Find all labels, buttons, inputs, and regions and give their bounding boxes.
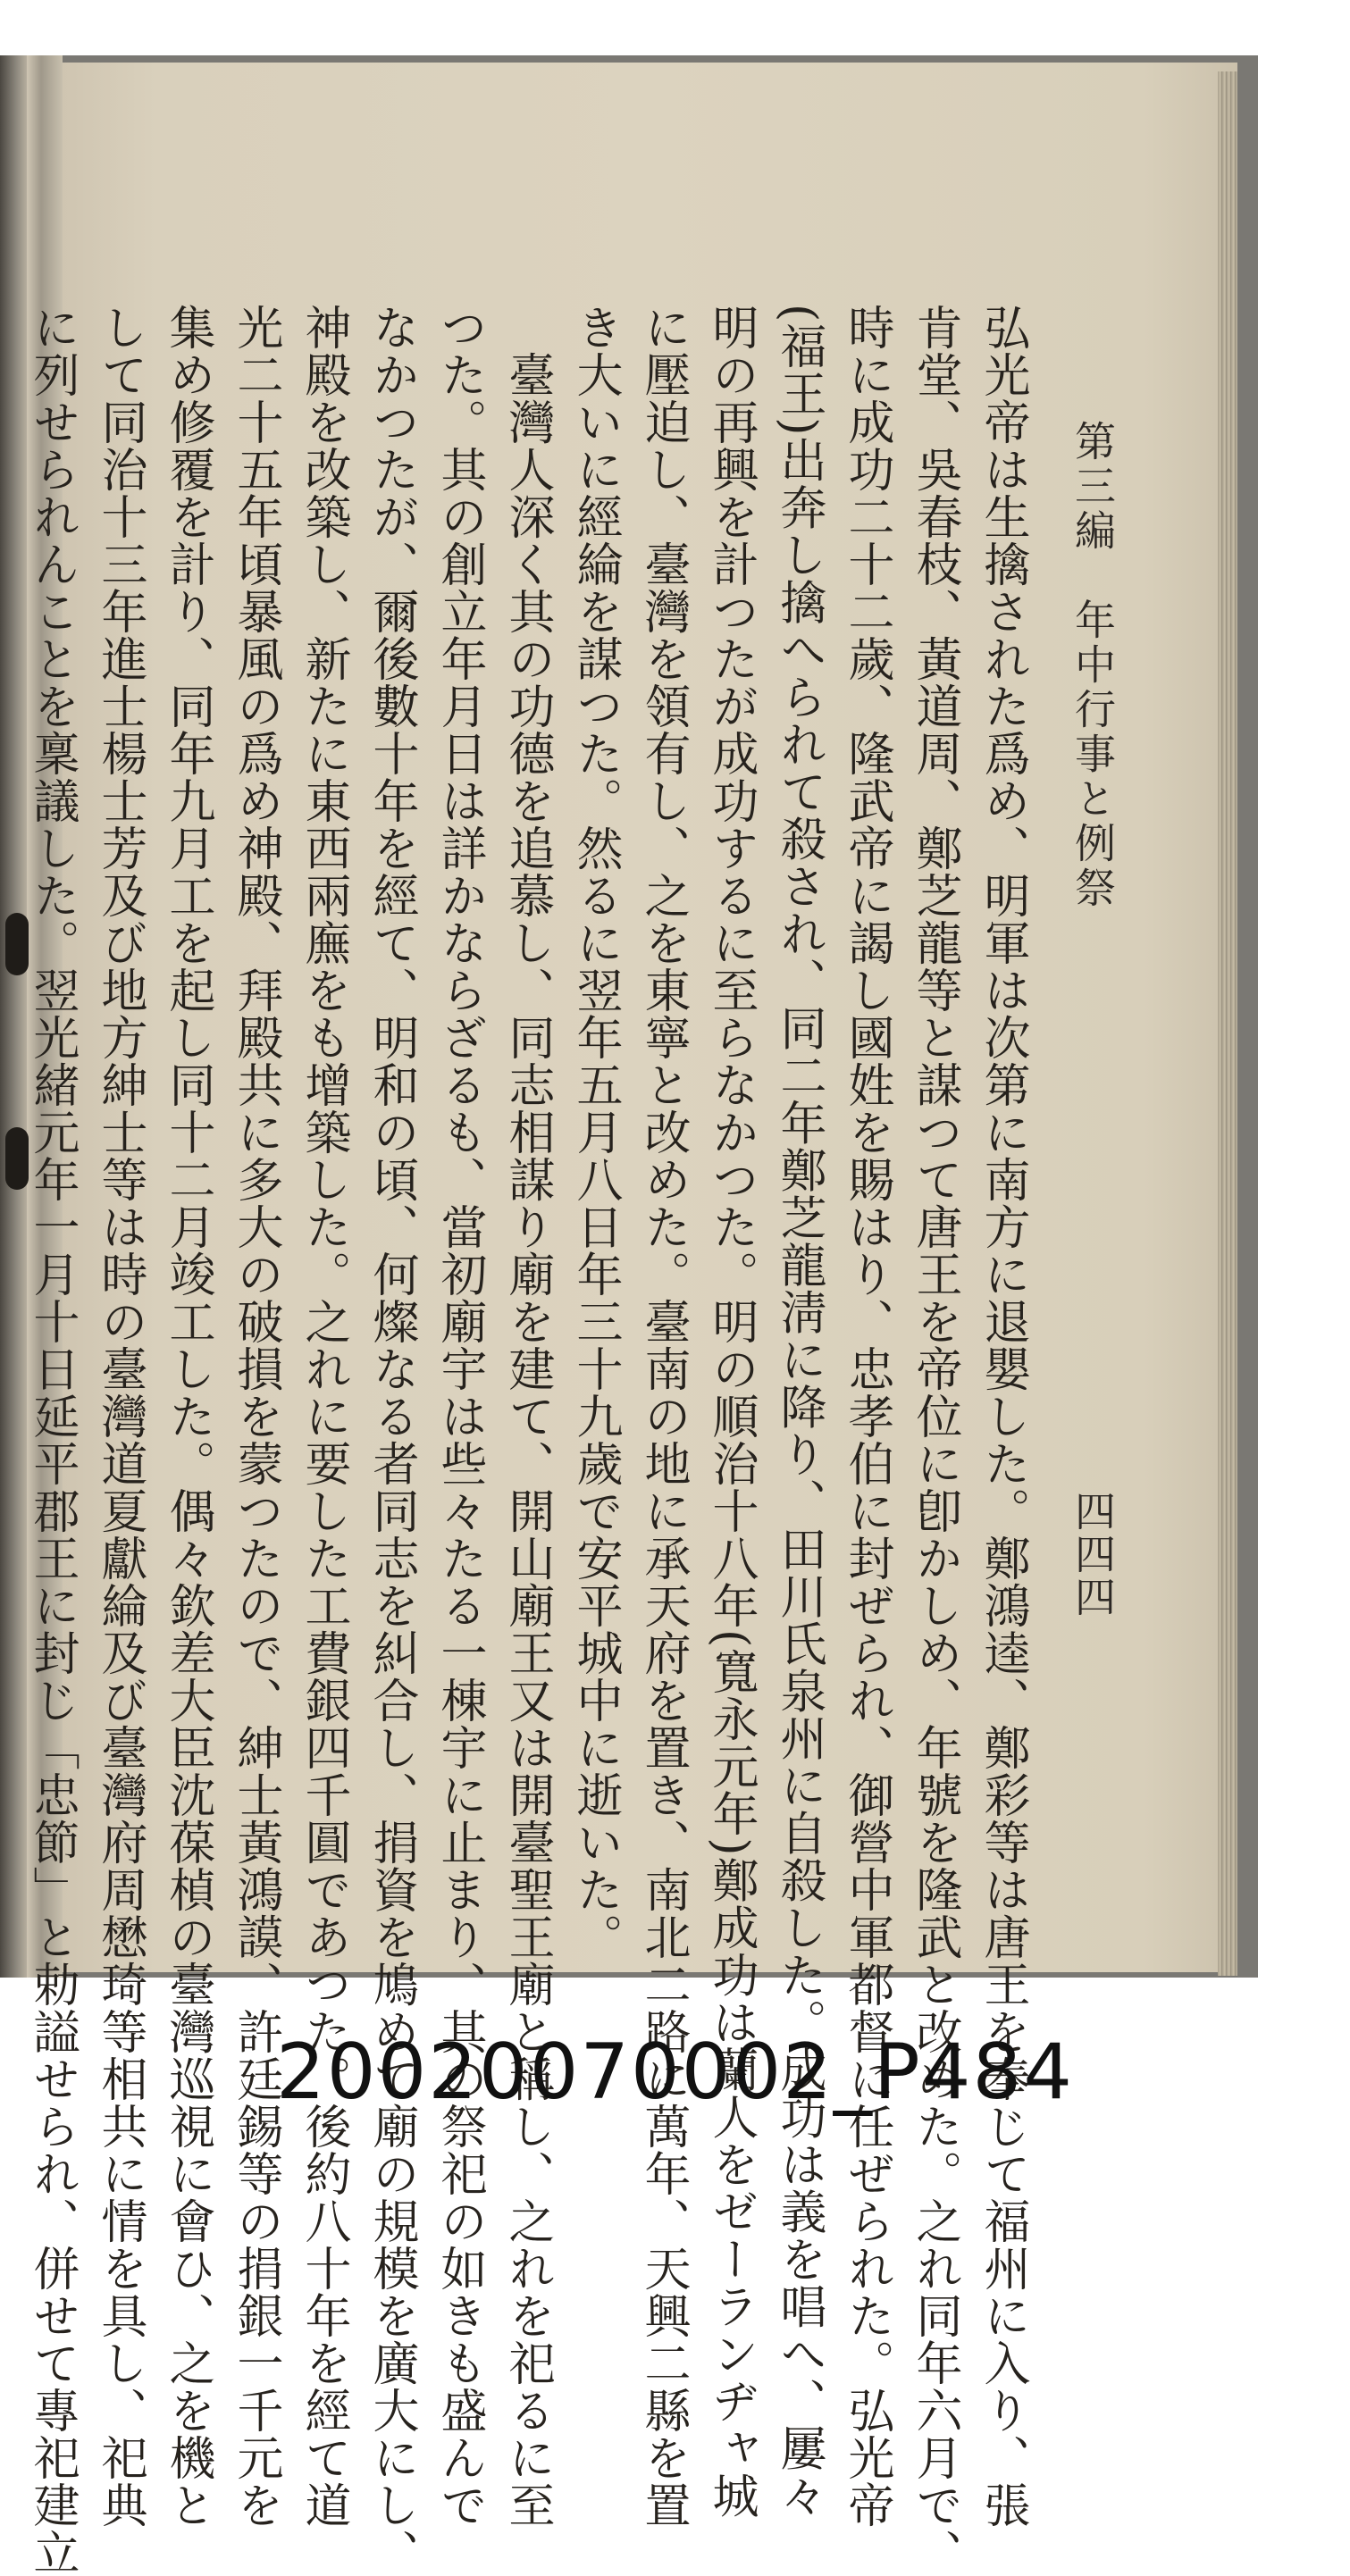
- page-edges: [1218, 71, 1237, 1976]
- page-number: 四四四: [1069, 1490, 1117, 1618]
- text-column: 明の再興を計つたが成功するに至らなかつた。明の順治十八年(寬永元年)鄭成功は蘭人をゼーランヂャ城: [704, 304, 758, 2520]
- text-column: 神殿を改築し、新たに東西兩廡をも增築した。之れに要した工費銀四千圓であつた。後約八十年を經て道: [297, 304, 350, 2529]
- text-column: き大いに經綸を謀つた。然るに翌年五月八日年三十九歲で安平城中に逝いた。: [568, 304, 622, 1961]
- running-header: 第三編 年中行事と例祭: [1069, 420, 1117, 911]
- text-column: して同治十三年進士楊士芳及び地方紳士等は時の臺灣道夏獻綸及び臺灣府周懋琦等相共に情を具し、祀典: [93, 304, 147, 2529]
- text-column: 集め修覆を計り、同年九月工を起し同十二月竣工した。偶々欽差大臣沈葆楨の臺灣巡視に會ひ、之を機と: [161, 304, 214, 2529]
- text-column: つた。其の創立年月日は詳かならざるも、當初廟宇は些々たる一棟宇に止まり、其の祭祀の如きも盛んで: [432, 304, 486, 2529]
- text-column: 時に成功二十二歲、隆武帝に謁し國姓を賜はり、忠孝伯に封ぜられ、御營中軍都督に任ぜられた。弘光帝: [840, 304, 893, 2529]
- text-column: 臺灣人深く其の功德を追慕し、同志相謀り廟を建て、開山廟王又は開臺聖王廟と稱し、之れを祀るに至: [500, 304, 554, 2529]
- text-column: 弘光帝は生擒された爲め、明軍は次第に南方に退嬰した。鄭鴻逵、鄭彩等は唐王を奉じて福州に入り、張: [976, 304, 1029, 2529]
- text-column: 光二十五年頃暴風の爲め神殿、拜殿共に多大の破損を蒙つたので、紳士黃鴻謨、許廷錫等の捐銀一千元を: [229, 304, 282, 2529]
- text-column: (福王)出奔し擒へられて殺され、同二年鄭芝龍淸に降り、田川氏泉州に自殺した。成功は義を唱へ、屢々: [772, 304, 826, 2520]
- text-column: なかつたが、爾後數十年を經て、明和の頃、何燦なる者同志を糾合し、捐資を鳩めて廟の規模を廣大にし、: [365, 304, 418, 2576]
- text-column: に列せられんことを稟議した。翌光緒元年一月十日延平郡王に封じ「忠節」と勅謚せられ、併せて專祀建立: [25, 304, 79, 2576]
- text-column: に壓迫し、臺灣を領有し、之を東寧と改めた。臺南の地に承天府を置き、南北二路に萬年、天興二縣を置: [636, 304, 690, 2529]
- text-column: 肯堂、吳春枝、黃道周、鄭芝龍等と謀つて唐王を帝位に卽かしめ、年號を隆武と改めた。之れ同年六月で、: [908, 304, 961, 2576]
- image-caption: 20020070002_P484: [276, 2028, 1074, 2117]
